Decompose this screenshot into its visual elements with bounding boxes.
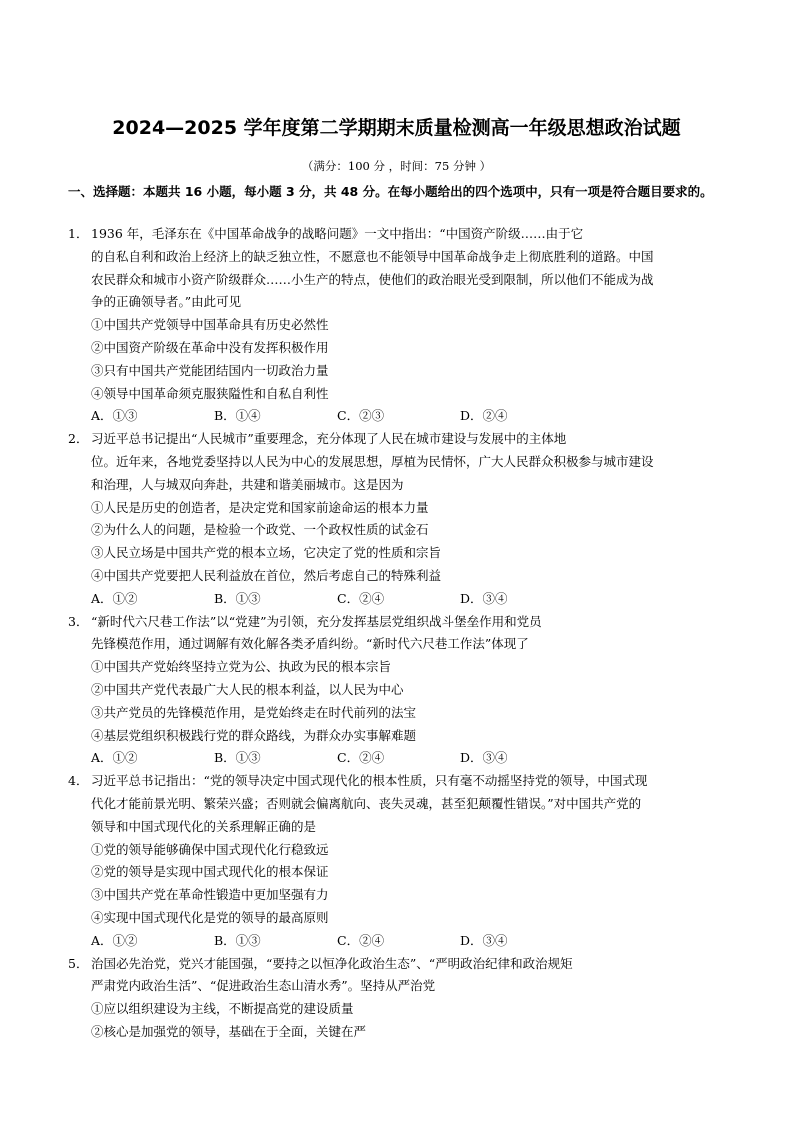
question-number: 4． — [68, 773, 89, 789]
question-stem-line — [68, 953, 726, 976]
answer-option: A．①② — [91, 590, 138, 606]
answer-option: A．①② — [91, 750, 138, 766]
statement-item: ④实现中国式现代化是党的领导的最高原则 — [91, 909, 329, 925]
question-stem-line — [68, 474, 726, 497]
question-stem-line — [68, 975, 726, 998]
question-stem-text: 先锋模范作用，通过调解有效化解各类矛盾纠纷。“新时代六尺巷工作法”体现了 — [91, 636, 529, 652]
statement-item: ②党的领导是实现中国式现代化的根本保证 — [91, 864, 329, 880]
question-stem-line — [68, 451, 726, 474]
answer-option: C．②④ — [337, 590, 385, 606]
question-stem-text: 代化才能前景光明、繁荣兴盛；否则就会偏离航向、丧失灵魂，甚至犯颠覆性错误。”对中国共产党的 — [91, 795, 642, 811]
question — [68, 770, 726, 952]
question-stem-line — [68, 793, 726, 816]
statement-item: ①中国共产党领导中国革命具有历史必然性 — [91, 317, 329, 333]
question-stem-line — [68, 611, 726, 634]
question — [68, 428, 726, 610]
answer-option: C．②④ — [337, 932, 385, 948]
question-stem-line — [68, 269, 726, 292]
question-stem-text: 争的正确领导者。”由此可见 — [91, 294, 242, 310]
answer-option: B．①③ — [214, 590, 261, 606]
question — [68, 611, 726, 771]
statement-item: ③中国共产党在革命性锻造中更加坚强有力 — [91, 887, 329, 903]
statement-item: ②中国共产党代表最广大人民的根本利益，以人民为中心 — [91, 681, 404, 697]
question — [68, 223, 726, 428]
answer-option: B．①③ — [214, 750, 261, 766]
question-stem-line — [68, 428, 726, 451]
question-stem-line — [68, 816, 726, 839]
question-stem-line — [68, 246, 726, 269]
answer-option: D．③④ — [460, 932, 508, 948]
answer-option: A．①② — [91, 932, 138, 948]
answer-option: C．②④ — [337, 750, 385, 766]
question-stem-text: 习近平总书记指出：“党的领导决定中国式现代化的根本性质，只有毫不动摇坚持党的领导，中国式现 — [91, 773, 648, 789]
question-number: 5． — [68, 955, 89, 971]
answer-options — [68, 747, 726, 770]
question-stem-text: 的自私自利和政治上经济上的缺乏独立性，不愿意也不能领导中国革命战争走上彻底胜利的道路。中国 — [91, 248, 654, 264]
statement-item: ①党的领导能够确保中国式现代化行稳致远 — [91, 841, 329, 857]
answer-option: B．①③ — [214, 932, 261, 948]
answer-option: D．②④ — [460, 408, 508, 424]
answer-options — [68, 588, 726, 611]
section-heading: 一、选择题：本题共 16 小题，每小题 3 分，共 48 分。在每小题给出的四个选项中，只有一项是符合题目要求的。 — [68, 184, 713, 199]
answer-option: B．①④ — [214, 408, 261, 424]
answer-option: D．③④ — [460, 590, 508, 606]
question-number: 2． — [68, 431, 89, 447]
statement-item: ③人民立场是中国共产党的根本立场，它决定了党的性质和宗旨 — [91, 545, 442, 561]
question-number: 3． — [68, 613, 89, 629]
answer-option: D．③④ — [460, 750, 508, 766]
question-stem-text: 习近平总书记提出“人民城市”重要理念，充分体现了人民在城市建设与发展中的主体地 — [91, 431, 567, 447]
statement-item: ②为什么人的问题，是检验一个政党、一个政权性质的试金石 — [91, 522, 429, 538]
answer-option: A．①③ — [91, 408, 138, 424]
question-stem-text: 严肃党内政治生活”、“促进政治生态山清水秀”。坚持从严治党 — [91, 978, 436, 994]
statement-item: ①人民是历史的创造者，是决定党和国家前途命运的根本力量 — [91, 499, 429, 515]
answer-options — [68, 405, 726, 428]
question-stem-text: 治国必先治党，党兴才能国强，“要持之以恒净化政治生态”、“严明政治纪律和政治规矩 — [91, 955, 573, 971]
question-stem-line — [68, 223, 726, 246]
statement-item: ④基层党组织积极践行党的群众路线，为群众办实事解难题 — [91, 727, 417, 743]
statement-item: ①应以组织建设为主线，不断提高党的建设质量 — [91, 1001, 354, 1017]
question-stem-text: 和治理，人与城双向奔赴，共建和谐美丽城市。这是因为 — [91, 476, 404, 492]
question-stem-text: 农民群众和城市小资产阶级群众……小生产的特点，使他们的政治眼光受到限制，所以他们不能成为战 — [91, 271, 654, 287]
question — [68, 953, 726, 1044]
statement-item: ④领导中国革命须克服狭隘性和自私自利性 — [91, 385, 329, 401]
statement-item: ③只有中国共产党能团结国内一切政治力量 — [91, 362, 329, 378]
question-stem-text: “新时代六尺巷工作法”以“党建”为引领，充分发挥基层党组织战斗堡垒作用和党员 — [91, 613, 542, 629]
question-stem-text: 1936 年，毛泽东在《中国革命战争的战略问题》一文中指出：“中国资产阶级……由于它 — [91, 226, 584, 241]
answer-options — [68, 930, 726, 953]
question-stem-line — [68, 633, 726, 656]
question-number: 1． — [68, 226, 89, 241]
exam-info: （满分：100 分 ，时间：75 分钟 ） — [301, 159, 492, 173]
answer-option: C．②③ — [337, 408, 385, 424]
statement-item: ④中国共产党要把人民利益放在首位，然后考虑自己的特殊利益 — [91, 567, 442, 583]
question-list — [68, 223, 726, 1044]
statement-item: ②核心是加强党的领导，基础在于全面，关键在严 — [91, 1023, 367, 1039]
question-stem-text: 位。近年来，各地党委坚持以人民为中心的发展思想，厚植为民情怀，广大人民群众积极参与城市建设 — [91, 453, 654, 469]
question-stem-line — [68, 291, 726, 314]
statement-item: ①中国共产党始终坚持立党为公、执政为民的根本宗旨 — [91, 659, 392, 675]
page-title: 2024—2025 学年度第二学期期末质量检测高一年级思想政治试题 — [112, 117, 681, 139]
question-stem-line — [68, 770, 726, 793]
statement-item: ②中国资产阶级在革命中没有发挥积极作用 — [91, 339, 329, 355]
statement-item: ③共产党员的先锋模范作用，是党始终走在时代前列的法宝 — [91, 704, 417, 720]
question-stem-text: 领导和中国式现代化的关系理解正确的是 — [91, 818, 317, 834]
